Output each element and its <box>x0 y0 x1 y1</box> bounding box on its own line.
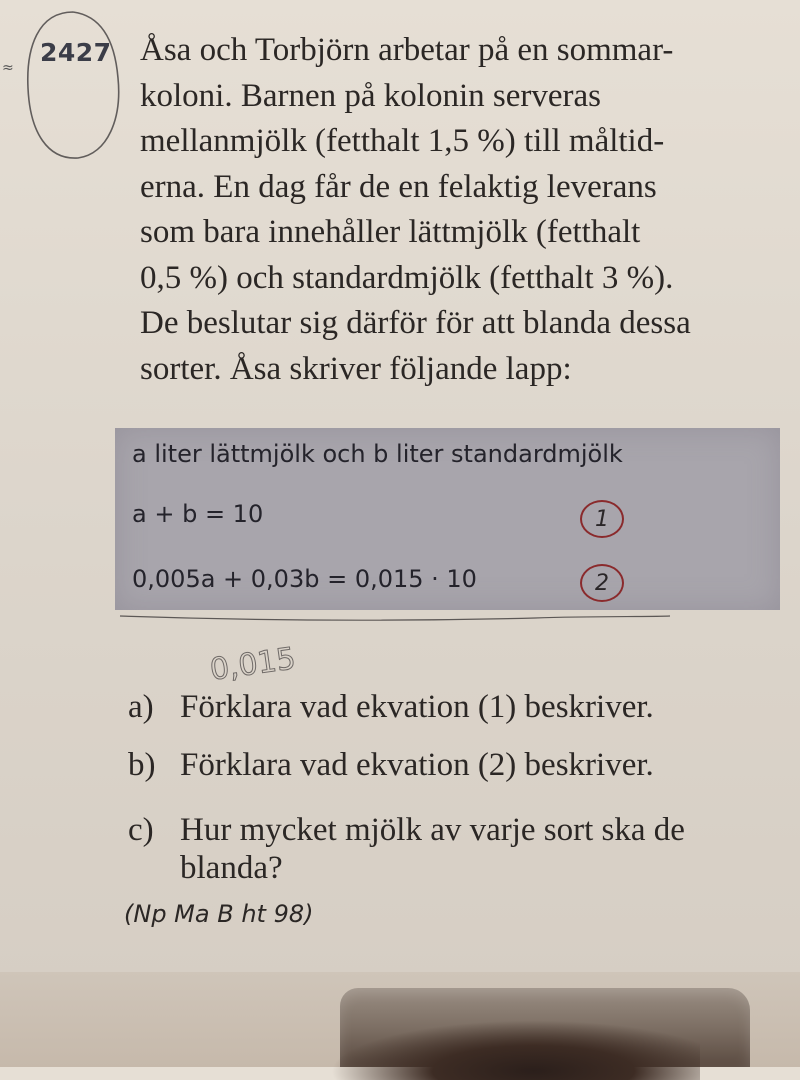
problem-text-line: koloni. Barnen på kolonin serveras <box>140 77 601 114</box>
problem-text <box>140 28 780 392</box>
pencil-circle-annotation <box>18 8 128 168</box>
question-text: Hur mycket mjölk av varje sort ska de <box>180 812 685 848</box>
question-letter: b) <box>128 747 156 783</box>
question-letter: c) <box>128 812 154 848</box>
pencil-underline <box>115 608 675 638</box>
source-reference: (Np Ma B ht 98) <box>124 900 314 928</box>
margin-mark: ≈ <box>2 60 14 76</box>
handwritten-note-box <box>115 428 780 610</box>
equation-2: 0,005a + 0,03b = 0,015 · 10 <box>132 565 477 593</box>
problem-text-line: erna. En dag får de en felaktig leverans <box>140 168 657 205</box>
handwritten-scribble <box>200 625 400 690</box>
photo-detail <box>330 1020 700 1080</box>
problem-text-line: Åsa och Torbjörn arbetar på en sommar- <box>140 32 674 68</box>
question-text-continued: blanda? <box>180 850 283 886</box>
problem-text-line: sorter. Åsa skriver följande lapp: <box>140 350 572 387</box>
equation-1: a + b = 10 <box>132 500 264 528</box>
handwritten-number: 0,015 <box>207 641 298 688</box>
problem-text-line: som bara innehåller lättmjölk (fetthalt <box>140 214 641 250</box>
question-text: Förklara vad ekvation (1) beskriver. <box>180 689 654 725</box>
problem-number: 2427 <box>40 38 112 67</box>
problem-text-line: 0,5 %) och standardmjölk (fetthalt 3 %). <box>140 259 674 296</box>
question-letter: a) <box>128 689 154 725</box>
problem-text-line: mellanmjölk (fetthalt 1,5 %) till måltid- <box>140 123 665 159</box>
question-text: Förklara vad ekvation (2) beskriver. <box>180 747 654 783</box>
problem-text-line: De beslutar sig därför för att blanda dessa <box>140 305 691 341</box>
equation-1-marker: 1 <box>580 500 624 538</box>
note-definition: a liter lättmjölk och b liter standardmjölk <box>132 440 623 468</box>
equation-2-marker: 2 <box>580 564 624 602</box>
